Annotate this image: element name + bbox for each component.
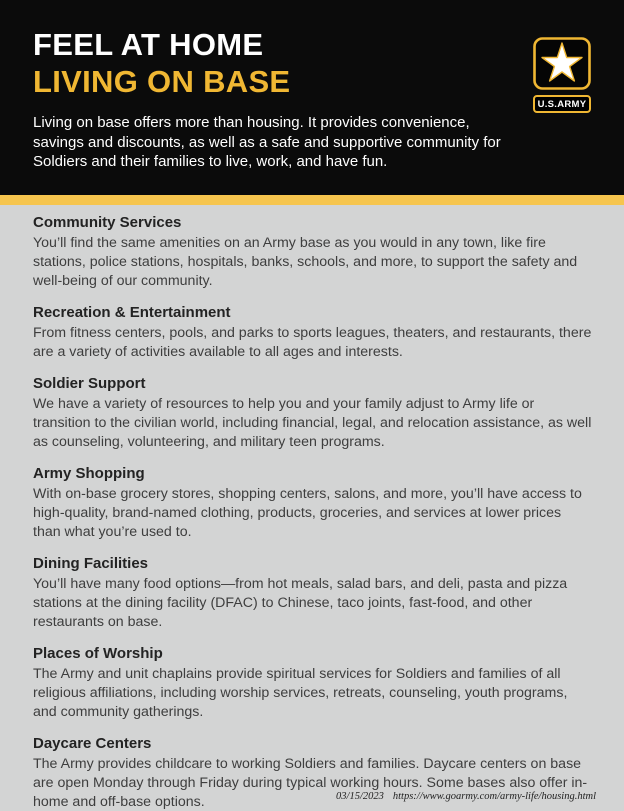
section-heading: Dining Facilities xyxy=(33,555,149,572)
section-heading: Army Shopping xyxy=(33,465,145,482)
section-heading: Places of Worship xyxy=(33,645,163,662)
page-title-line2: LIVING ON BASE xyxy=(33,64,291,99)
header-banner xyxy=(0,0,624,195)
us-army-badge: U.S.ARMY xyxy=(533,95,591,113)
section-body: The Army provides childcare to working Soldiers and families. Daycare centers on base are open Monday through Friday during typical working hours. Some bases also offer in-home and off-base options. xyxy=(33,756,588,810)
section-recreation-entertainment xyxy=(33,303,592,362)
gold-divider-bar xyxy=(0,195,624,205)
section-army-shopping xyxy=(33,464,592,542)
page-title-line1: FEEL AT HOME xyxy=(33,27,264,62)
section-heading: Community Services xyxy=(33,214,182,231)
section-body: With on-base grocery stores, shopping centers, salons, and more, you’ll have access to high-quality, brand-named clothing, products, groceries, and services at lower prices than what you’re used to. xyxy=(33,486,582,540)
section-heading: Daycare Centers xyxy=(33,735,152,752)
section-heading: Soldier Support xyxy=(33,375,146,392)
footer-source-line xyxy=(336,791,596,802)
section-places-of-worship xyxy=(33,644,592,722)
section-body: We have a variety of resources to help you and your family adjust to Army life or transition to the civilian world, including financial, legal, and relocation assistance, as well as counseling, volunteering, and military teen programs. xyxy=(33,396,592,450)
section-soldier-support xyxy=(33,374,592,452)
army-star-icon xyxy=(533,37,591,90)
section-body: From fitness centers, pools, and parks to sports leagues, theaters, and restaurants, there are a variety of activities available to all ages and interests. xyxy=(33,325,592,360)
section-body: You’ll have many food options—from hot meals, salad bars, and deli, pasta and pizza stations at the dining facility (DFAC) to Chinese, taco joints, fast-food, and other restaurants on base. xyxy=(33,576,568,630)
section-dining-facilities xyxy=(33,554,592,632)
intro-paragraph: Living on base offers more than housing. It provides convenience, savings and discounts, as well as a safe and supportive community for Soldiers and their families to live, work, and have fun. xyxy=(33,114,501,170)
section-community-services xyxy=(33,213,592,291)
section-body: You’ll find the same amenities on an Army base as you would in any town, like fire stations, police stations, hospitals, banks, schools, and more, to support the safety and well-being of our community. xyxy=(33,235,578,289)
section-body: The Army and unit chaplains provide spiritual services for Soldiers and families of all religious affiliations, including worship services, retreats, counseling, youth programs, and community gatherings. xyxy=(33,666,568,720)
footer-url: https://www.goarmy.com/army-life/housing.html xyxy=(392,791,596,802)
us-army-logo xyxy=(533,37,591,113)
footer-date: 03/15/2023 xyxy=(336,791,384,802)
section-heading: Recreation & Entertainment xyxy=(33,304,231,321)
content-area xyxy=(0,205,624,811)
